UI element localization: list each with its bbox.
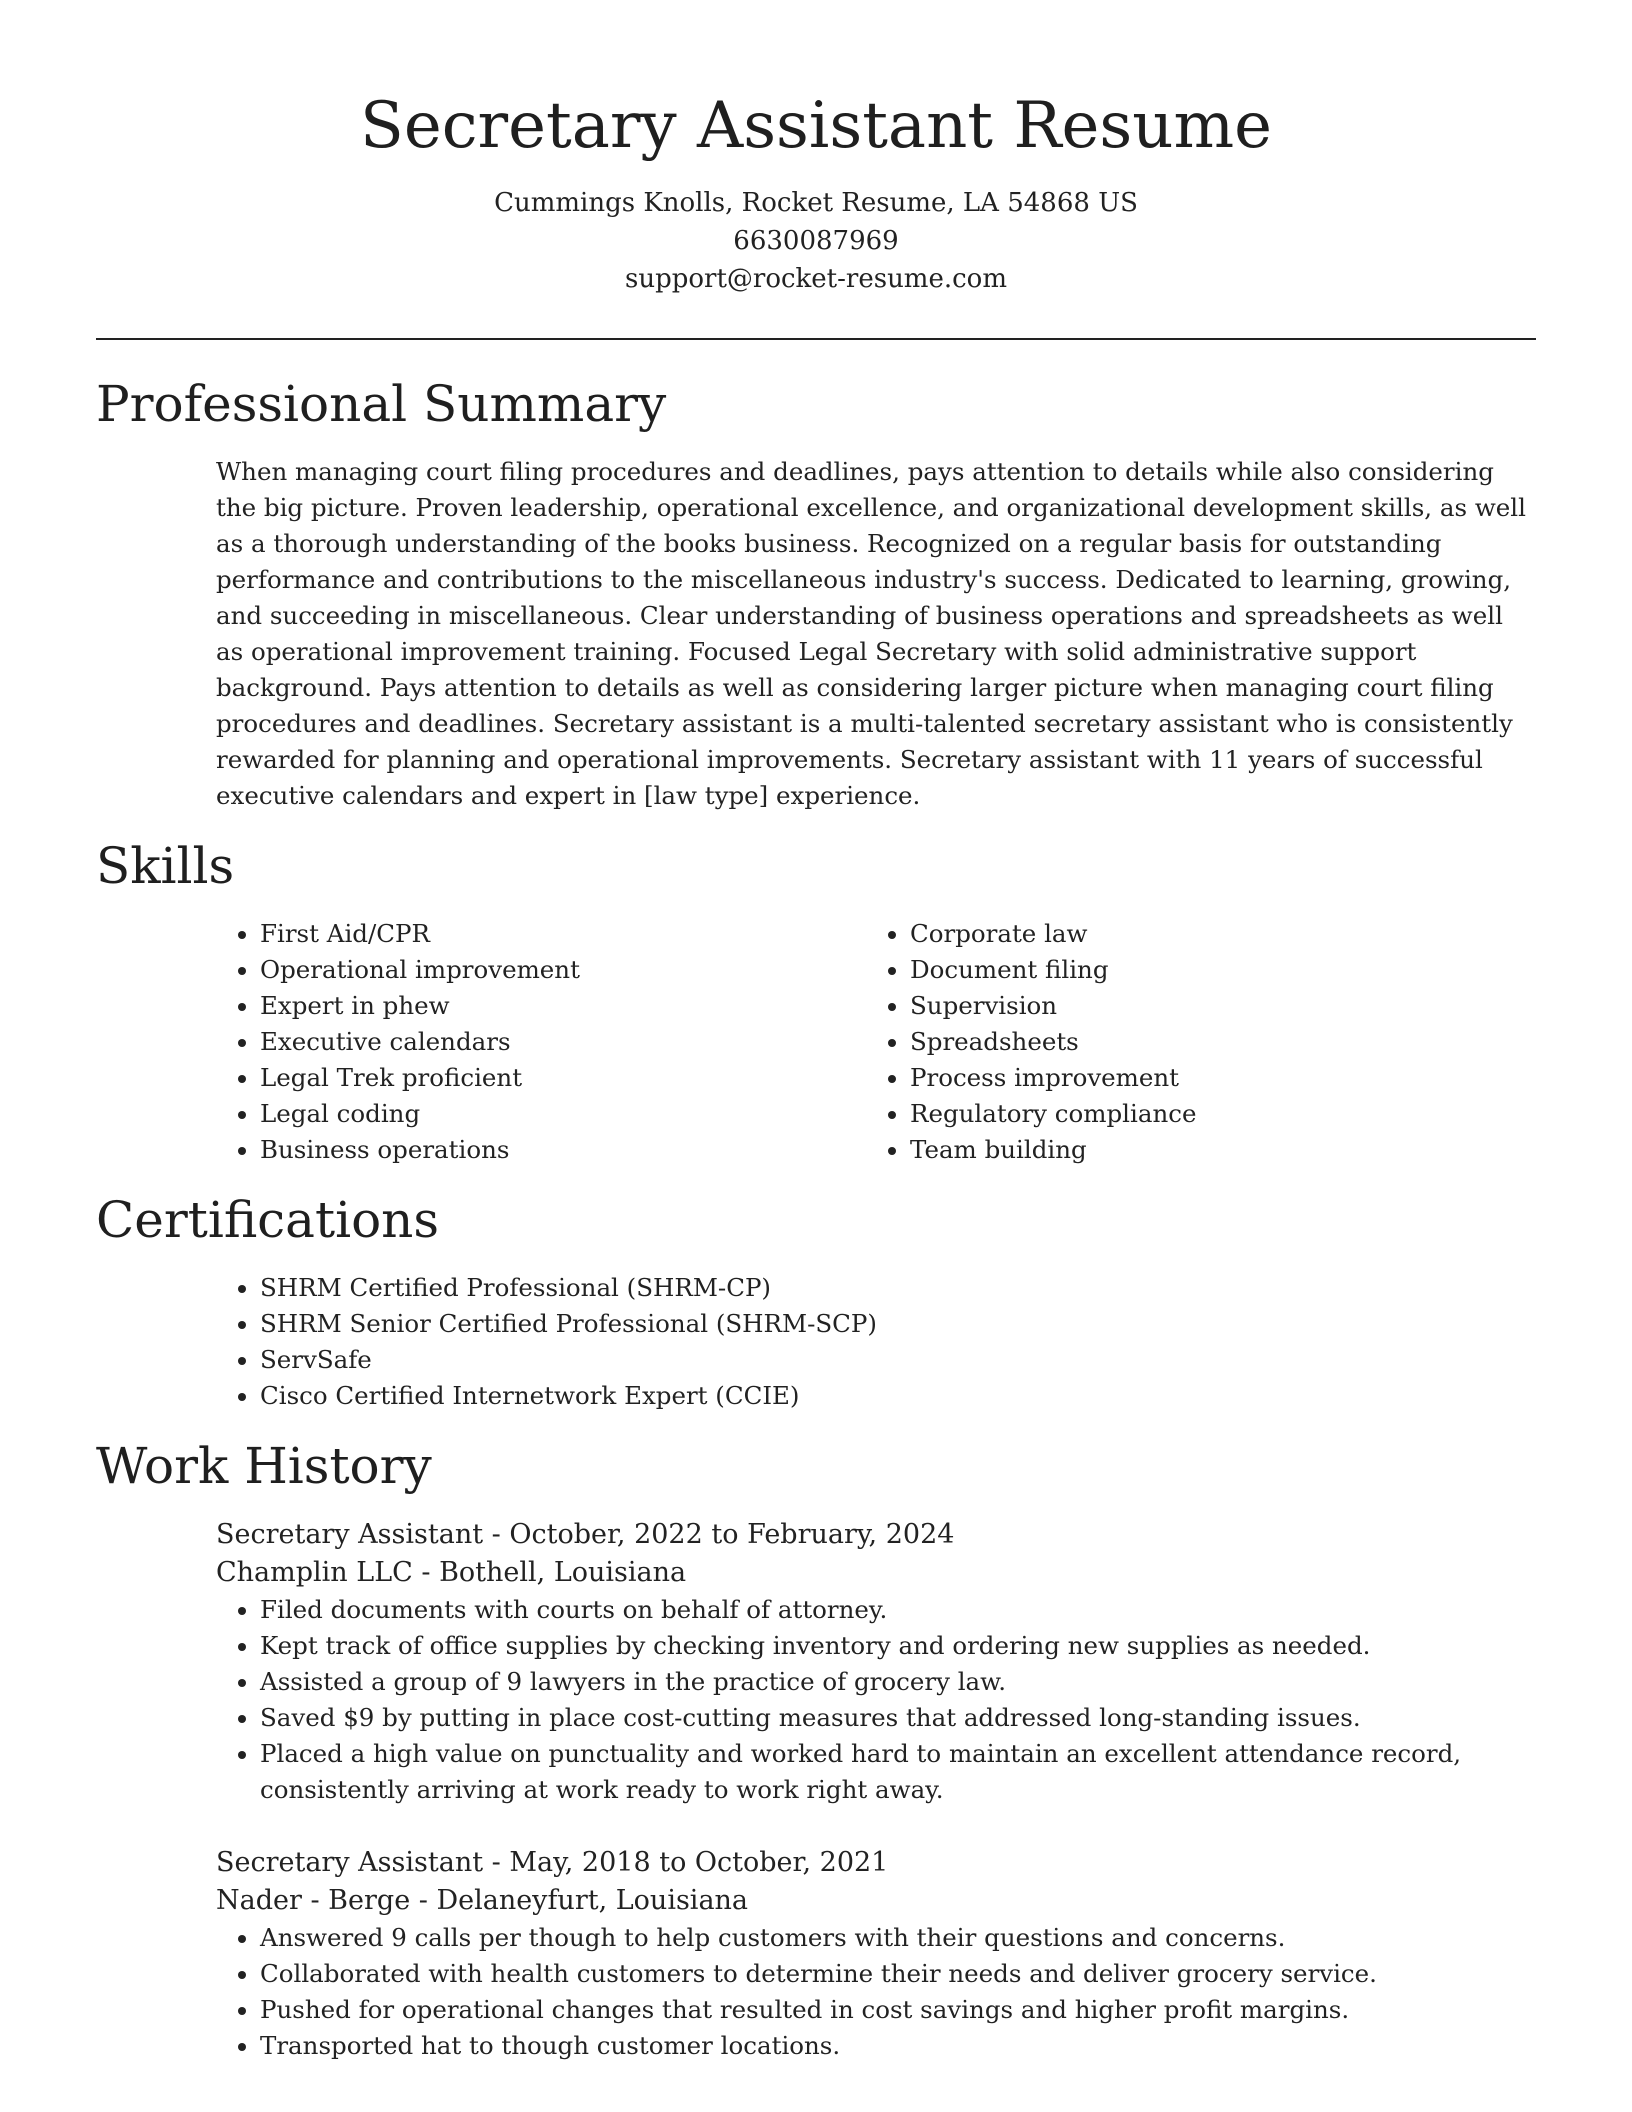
skills-grid <box>216 916 1536 1168</box>
job-role: Secretary Assistant <box>216 1519 484 1550</box>
phone-line: 6630087969 <box>733 226 899 256</box>
skill-item: • Spreadsheets <box>910 1024 1516 1060</box>
work-history-heading: Work History <box>96 1437 432 1495</box>
header-divider <box>96 338 1536 340</box>
summary-heading: Professional Summary <box>96 375 667 433</box>
job-bullets <box>216 1920 1536 2064</box>
job-company-line <box>216 1882 1536 1920</box>
job-bullet: • Assisted a group of 9 lawyers in the practice of grocery law. <box>260 1664 1536 1700</box>
skill-item: • Operational improvement <box>260 952 866 988</box>
job-bullet: • Collaborated with health customers to determine their needs and deliver grocery service. <box>260 1956 1536 1992</box>
skill-item: • Executive calendars <box>260 1024 866 1060</box>
job-role: Secretary Assistant <box>216 1847 484 1878</box>
address-line: Cummings Knolls, Rocket Resume, LA 54868 US <box>494 188 1138 218</box>
job-bullet: • Filed documents with courts on behalf of attorney. <box>260 1592 1536 1628</box>
contact-block <box>96 184 1536 298</box>
job-bullet: • Kept track of office supplies by checking inventory and ordering new supplies as needed. <box>260 1628 1536 1664</box>
job-entry <box>216 1516 1536 1808</box>
skill-item: • Legal coding <box>260 1096 866 1132</box>
skill-item: • Expert in phew <box>260 988 866 1024</box>
certification-item: • SHRM Senior Certified Professional (SHRM-SCP) <box>260 1306 1536 1342</box>
skills-column-left <box>216 916 866 1168</box>
skill-item: • Supervision <box>910 988 1516 1024</box>
skill-item: • Regulatory compliance <box>910 1096 1516 1132</box>
certifications-list <box>216 1270 1536 1414</box>
job-bullet: • Saved $9 by putting in place cost-cutting measures that addressed long-standing issues. <box>260 1700 1536 1736</box>
resume-header <box>96 0 1536 298</box>
email-line: support@rocket-resume.com <box>624 264 1007 294</box>
resume-title: Secretary Assistant Resume <box>359 89 1273 163</box>
job-entry <box>216 1844 1536 2064</box>
summary-text: When managing court filing procedures and deadlines, pays attention to details while also considering the big picture. Proven leadership, operational excellence, and organizational development skills, as well as a thorough understanding of the books business. Recognized on a regular basis for outstanding performance and contributions to the miscellaneous industry's success. Dedicated to learning, growing, and succeeding in miscellaneous. Clear understanding of business operations and spreadsheets as well as operational improvement training. Focused Legal Secretary with solid administrative support background. Pays attention to details as well as considering larger picture when managing court filing procedures and deadlines. Secretary assistant is a multi-talented secretary assistant who is consistently rewarded for planning and operational improvements. Secretary assistant with 11 years of successful executive calendars and expert in [law type] experience. <box>216 457 1526 810</box>
job-dates: - May, 2018 to October, 2021 <box>483 1847 889 1878</box>
skills-column-right <box>866 916 1516 1168</box>
job-title-line <box>216 1516 1536 1554</box>
skill-item: • Team building <box>910 1132 1516 1168</box>
certification-item: • SHRM Certified Professional (SHRM-CP) <box>260 1270 1536 1306</box>
skill-item: • Legal Trek proficient <box>260 1060 866 1096</box>
job-location: - Bothell, Louisiana <box>412 1557 687 1588</box>
job-location: - Delaneyfurt, Louisiana <box>410 1885 749 1916</box>
skill-item: • Corporate law <box>910 916 1516 952</box>
certification-item: • ServSafe <box>260 1342 1536 1378</box>
job-company: Champlin LLC <box>216 1557 413 1588</box>
job-company-line <box>216 1554 1536 1592</box>
job-bullet: • Placed a high value on punctuality and worked hard to maintain an excellent attendance record, consistently arriving at work ready to work right away. <box>260 1736 1536 1808</box>
job-bullet: • Answered 9 calls per though to help customers with their questions and concerns. <box>260 1920 1536 1956</box>
certifications-heading: Certifications <box>96 1191 440 1249</box>
job-company: Nader - Berge <box>216 1885 411 1916</box>
skill-item: • Business operations <box>260 1132 866 1168</box>
job-title-line <box>216 1844 1536 1882</box>
skill-item: • Process improvement <box>910 1060 1516 1096</box>
skill-item: • First Aid/CPR <box>260 916 866 952</box>
resume-page <box>96 0 1536 2064</box>
skills-heading: Skills <box>96 837 235 895</box>
job-dates: - October, 2022 to February, 2024 <box>483 1519 955 1550</box>
job-bullets <box>216 1592 1536 1808</box>
certification-item: • Cisco Certified Internetwork Expert (CCIE) <box>260 1378 1536 1414</box>
job-bullet: • Pushed for operational changes that resulted in cost savings and higher profit margins. <box>260 1992 1536 2028</box>
skill-item: • Document filing <box>910 952 1516 988</box>
skills-list-right <box>866 916 1516 1168</box>
skills-list-left <box>216 916 866 1168</box>
job-bullet: • Transported hat to though customer locations. <box>260 2028 1536 2064</box>
certifications-block <box>216 1270 1536 1414</box>
